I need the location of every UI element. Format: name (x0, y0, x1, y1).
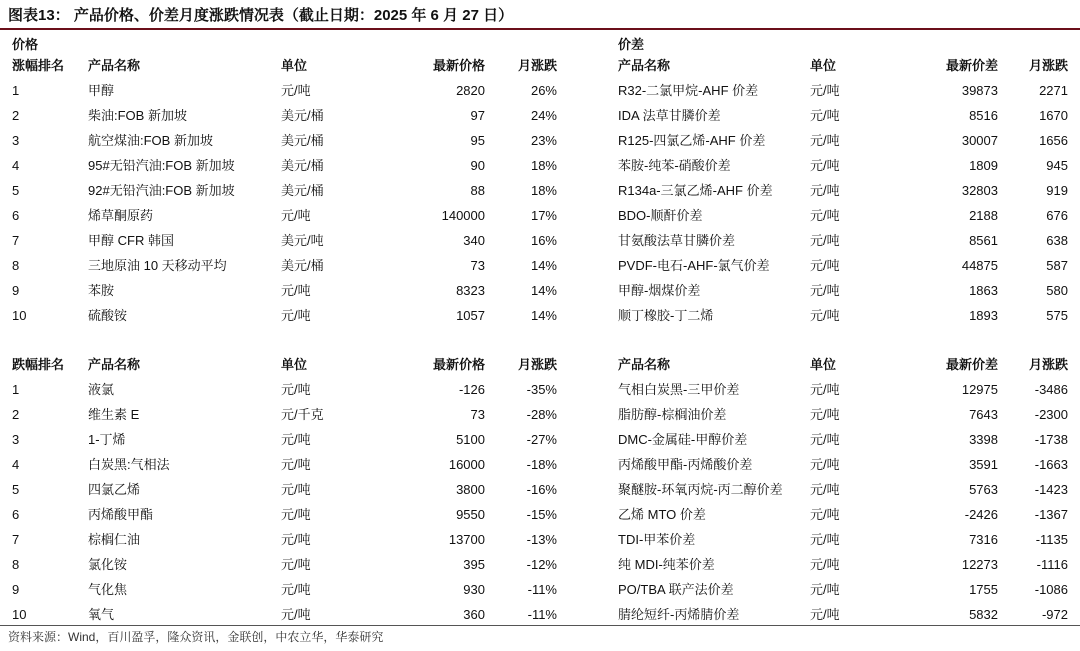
cell-spread-unit: 元/吨 (810, 258, 840, 273)
losers-table-row (0, 377, 1080, 402)
spread-section-label: 价差 (618, 37, 645, 52)
cell-spread-unit: 元/吨 (810, 532, 840, 547)
cell-spread-unit: 元/吨 (810, 133, 840, 148)
cell-spread-monthly-change: 919 (1046, 183, 1068, 198)
cell-spread-unit: 元/吨 (810, 308, 840, 323)
cell-product-name: 维生素 E (88, 407, 140, 422)
gainers-table-row (0, 103, 1080, 128)
cell-latest-price: 395 (463, 557, 485, 572)
cell-rank: 7 (12, 233, 20, 248)
source-note: 资料来源：Wind，百川盈孚，隆众资讯，金联创，中农立华，华泰研究 (8, 630, 384, 644)
gainers-table-row (0, 228, 1080, 253)
cell-unit: 元/千克 (281, 407, 324, 422)
cell-spread-unit: 元/吨 (810, 183, 840, 198)
header-unit: 单位 (281, 58, 308, 73)
header-monthly-change: 月涨跌 (517, 357, 557, 372)
cell-monthly-change: -12% (526, 557, 557, 572)
cell-rank: 4 (12, 457, 20, 472)
cell-spread-unit: 元/吨 (810, 208, 840, 223)
cell-latest-price: 97 (470, 108, 485, 123)
cell-latest-price: 13700 (448, 532, 485, 547)
cell-spread-name: R32-二氯甲烷-AHF 价差 (618, 83, 759, 98)
cell-product-name: 1-丁烯 (88, 432, 126, 447)
cell-monthly-change: 17% (530, 208, 557, 223)
cell-unit: 元/吨 (281, 283, 311, 298)
cell-product-name: 气化焦 (88, 582, 128, 597)
cell-spread-monthly-change: 2271 (1039, 83, 1068, 98)
cell-spread-monthly-change: -1367 (1034, 507, 1068, 522)
gainers-table-row (0, 278, 1080, 303)
cell-rank: 7 (12, 532, 20, 547)
cell-latest-spread: 30007 (961, 133, 998, 148)
cell-rank: 8 (12, 258, 20, 273)
cell-monthly-change: -11% (527, 607, 557, 622)
cell-latest-spread: 3398 (969, 432, 998, 447)
gainers-table-row (0, 303, 1080, 328)
cell-spread-monthly-change: 638 (1046, 233, 1068, 248)
cell-monthly-change: -13% (526, 532, 557, 547)
cell-spread-name: 腈纶短纤-丙烯腈价差 (618, 607, 740, 622)
figure-title: 图表13： 产品价格、价差月度涨跌情况表（截止日期：2025 年 6 月 27 日） (8, 7, 514, 24)
gainers-table-row (0, 253, 1080, 278)
cell-spread-name: 脂肪醇-棕榈油价差 (618, 407, 727, 422)
header-spread-monthly-change: 月涨跌 (1028, 58, 1068, 73)
cell-latest-spread: 8561 (969, 233, 998, 248)
cell-spread-name: 苯胺-纯苯-硝酸价差 (618, 158, 731, 173)
losers-header-row (0, 352, 1080, 377)
cell-unit: 美元/桶 (281, 258, 324, 273)
losers-table-row (0, 552, 1080, 577)
losers-table-row (0, 427, 1080, 452)
cell-spread-monthly-change: -1116 (1036, 557, 1068, 572)
cell-latest-price: 3800 (456, 482, 485, 497)
losers-table-row (0, 477, 1080, 502)
cell-product-name: 三地原油 10 天移动平均 (88, 258, 227, 273)
cell-monthly-change: 14% (530, 308, 557, 323)
header-spread-monthly-change: 月涨跌 (1028, 357, 1068, 372)
cell-product-name: 四氯乙烯 (88, 482, 141, 497)
cell-latest-price: 2820 (456, 83, 485, 98)
header-product-name: 产品名称 (88, 58, 141, 73)
cell-rank: 5 (12, 482, 20, 497)
cell-unit: 元/吨 (281, 308, 311, 323)
cell-unit: 元/吨 (281, 382, 311, 397)
cell-unit: 美元/桶 (281, 158, 324, 173)
cell-product-name: 甲醇 (88, 83, 115, 98)
cell-product-name: 苯胺 (88, 283, 115, 298)
cell-product-name: 甲醇 CFR 韩国 (88, 233, 174, 248)
cell-latest-price: 88 (470, 183, 485, 198)
losers-table-row (0, 527, 1080, 552)
cell-latest-spread: 1893 (969, 308, 998, 323)
header-spread-name: 产品名称 (618, 58, 671, 73)
header-spread-unit: 单位 (810, 58, 837, 73)
cell-spread-monthly-change: 1656 (1039, 133, 1068, 148)
cell-spread-monthly-change: -3486 (1034, 382, 1068, 397)
cell-monthly-change: -27% (526, 432, 557, 447)
cell-rank: 2 (12, 407, 20, 422)
gainers-table-row (0, 178, 1080, 203)
cell-spread-name: 聚醚胺-环氧丙烷-丙二醇价差 (618, 482, 783, 497)
cell-product-name: 白炭黑:气相法 (88, 457, 170, 472)
cell-monthly-change: 16% (530, 233, 557, 248)
cell-product-name: 氯化铵 (88, 557, 128, 572)
cell-spread-monthly-change: 587 (1046, 258, 1068, 273)
cell-spread-monthly-change: 945 (1046, 158, 1068, 173)
losers-table-row (0, 502, 1080, 527)
cell-latest-price: -126 (458, 382, 485, 397)
cell-product-name: 硫酸铵 (88, 308, 128, 323)
cell-latest-price: 340 (463, 233, 485, 248)
cell-spread-name: 乙烯 MTO 价差 (618, 507, 706, 522)
cell-spread-unit: 元/吨 (810, 83, 840, 98)
header-unit: 单位 (281, 357, 308, 372)
cell-product-name: 烯草酮原药 (88, 208, 154, 223)
cell-monthly-change: 14% (530, 283, 557, 298)
header-latest-spread: 最新价差 (945, 357, 998, 372)
cell-monthly-change: -15% (526, 507, 557, 522)
cell-monthly-change: 18% (530, 158, 557, 173)
cell-unit: 元/吨 (281, 208, 311, 223)
cell-rank: 9 (12, 582, 20, 597)
cell-spread-monthly-change: -1423 (1034, 482, 1068, 497)
cell-spread-monthly-change: 575 (1046, 308, 1068, 323)
cell-product-name: 航空煤油:FOB 新加坡 (88, 133, 213, 148)
cell-spread-monthly-change: -1738 (1034, 432, 1068, 447)
cell-spread-monthly-change: -1086 (1034, 582, 1068, 597)
cell-spread-name: 气相白炭黑-三甲价差 (618, 382, 740, 397)
cell-rank: 3 (12, 432, 20, 447)
cell-spread-monthly-change: -2300 (1034, 407, 1068, 422)
cell-spread-name: R125-四氯乙烯-AHF 价差 (618, 133, 766, 148)
title-divider (0, 28, 1080, 30)
cell-latest-spread: 12975 (961, 382, 998, 397)
cell-latest-spread: 5763 (969, 482, 998, 497)
cell-unit: 元/吨 (281, 457, 311, 472)
cell-latest-spread: -2426 (964, 507, 998, 522)
cell-spread-unit: 元/吨 (810, 233, 840, 248)
cell-spread-name: 纯 MDI-纯苯价差 (618, 557, 715, 572)
cell-latest-price: 73 (470, 407, 485, 422)
cell-rank: 6 (12, 208, 20, 223)
cell-rank: 6 (12, 507, 20, 522)
cell-spread-name: DMC-金属硅-甲醇价差 (618, 432, 748, 447)
gainers-table-row (0, 78, 1080, 103)
cell-spread-name: 甘氨酸法草甘膦价差 (618, 233, 736, 248)
cell-unit: 元/吨 (281, 83, 311, 98)
cell-latest-price: 8323 (456, 283, 485, 298)
cell-unit: 元/吨 (281, 482, 311, 497)
cell-latest-spread: 7316 (969, 532, 998, 547)
cell-latest-spread: 3591 (969, 457, 998, 472)
cell-product-name: 液氯 (88, 382, 115, 397)
cell-unit: 元/吨 (281, 582, 311, 597)
footer-divider (0, 625, 1080, 626)
cell-spread-name: 顺丁橡胶-丁二烯 (618, 308, 714, 323)
cell-latest-spread: 8516 (969, 108, 998, 123)
cell-spread-monthly-change: 676 (1046, 208, 1068, 223)
cell-rank: 10 (12, 308, 27, 323)
cell-spread-unit: 元/吨 (810, 482, 840, 497)
cell-unit: 元/吨 (281, 557, 311, 572)
header-spread-name: 产品名称 (618, 357, 671, 372)
cell-spread-name: TDI-甲苯价差 (618, 532, 696, 547)
cell-rank: 1 (12, 83, 20, 98)
header-rank: 涨幅排名 (12, 58, 65, 73)
cell-latest-spread: 1755 (969, 582, 998, 597)
cell-latest-price: 140000 (441, 208, 485, 223)
cell-latest-price: 90 (470, 158, 485, 173)
cell-rank: 8 (12, 557, 20, 572)
cell-product-name: 氧气 (88, 607, 115, 622)
cell-unit: 元/吨 (281, 532, 311, 547)
cell-latest-spread: 1863 (969, 283, 998, 298)
cell-latest-spread: 12273 (961, 557, 998, 572)
cell-product-name: 丙烯酸甲酯 (88, 507, 154, 522)
cell-latest-spread: 2188 (969, 208, 998, 223)
cell-rank: 5 (12, 183, 20, 198)
cell-spread-name: 甲醇-烟煤价差 (618, 283, 701, 298)
cell-unit: 元/吨 (281, 607, 311, 622)
cell-product-name: 棕榈仁油 (88, 532, 141, 547)
cell-latest-price: 95 (470, 133, 485, 148)
cell-latest-price: 930 (463, 582, 485, 597)
cell-spread-unit: 元/吨 (810, 582, 840, 597)
cell-latest-price: 360 (463, 607, 485, 622)
cell-latest-spread: 7643 (969, 407, 998, 422)
cell-product-name: 95#无铅汽油:FOB 新加坡 (88, 158, 235, 173)
cell-monthly-change: 14% (530, 258, 557, 273)
losers-table-row (0, 402, 1080, 427)
cell-product-name: 92#无铅汽油:FOB 新加坡 (88, 183, 235, 198)
header-latest-price: 最新价格 (432, 58, 485, 73)
cell-spread-unit: 元/吨 (810, 457, 840, 472)
cell-product-name: 柴油:FOB 新加坡 (88, 108, 187, 123)
cell-latest-price: 5100 (456, 432, 485, 447)
cell-unit: 美元/桶 (281, 133, 324, 148)
cell-monthly-change: -18% (526, 457, 557, 472)
cell-monthly-change: 26% (530, 83, 557, 98)
cell-spread-unit: 元/吨 (810, 432, 840, 447)
gainers-table-row (0, 203, 1080, 228)
cell-spread-monthly-change: 1670 (1039, 108, 1068, 123)
cell-latest-spread: 5832 (969, 607, 998, 622)
cell-monthly-change: 23% (530, 133, 557, 148)
cell-latest-price: 9550 (456, 507, 485, 522)
header-latest-spread: 最新价差 (945, 58, 998, 73)
cell-unit: 元/吨 (281, 432, 311, 447)
cell-latest-price: 73 (470, 258, 485, 273)
cell-latest-price: 1057 (456, 308, 485, 323)
cell-spread-name: R134a-三氯乙烯-AHF 价差 (618, 183, 773, 198)
cell-monthly-change: -35% (526, 382, 557, 397)
cell-spread-name: IDA 法草甘膦价差 (618, 108, 721, 123)
cell-latest-spread: 44875 (961, 258, 998, 273)
cell-spread-name: 丙烯酸甲酯-丙烯酸价差 (618, 457, 753, 472)
cell-rank: 9 (12, 283, 20, 298)
cell-spread-monthly-change: -1135 (1035, 532, 1068, 547)
cell-spread-name: BDO-顺酐价差 (618, 208, 703, 223)
losers-table-row (0, 602, 1080, 627)
cell-rank: 2 (12, 108, 20, 123)
cell-spread-unit: 元/吨 (810, 108, 840, 123)
cell-latest-spread: 1809 (969, 158, 998, 173)
cell-monthly-change: 18% (530, 183, 557, 198)
cell-rank: 3 (12, 133, 20, 148)
cell-spread-unit: 元/吨 (810, 507, 840, 522)
cell-spread-name: PVDF-电石-AHF-氯气价差 (618, 258, 770, 273)
header-spread-unit: 单位 (810, 357, 837, 372)
cell-spread-unit: 元/吨 (810, 407, 840, 422)
cell-spread-unit: 元/吨 (810, 607, 840, 622)
cell-rank: 4 (12, 158, 20, 173)
cell-monthly-change: -16% (526, 482, 557, 497)
cell-unit: 元/吨 (281, 507, 311, 522)
losers-table-row (0, 452, 1080, 477)
cell-monthly-change: 24% (530, 108, 557, 123)
cell-spread-name: PO/TBA 联产法价差 (618, 582, 734, 597)
header-product-name: 产品名称 (88, 357, 141, 372)
header-monthly-change: 月涨跌 (517, 58, 557, 73)
header-rank: 跌幅排名 (12, 357, 65, 372)
price-section-label: 价格 (12, 37, 39, 52)
cell-spread-unit: 元/吨 (810, 158, 840, 173)
cell-rank: 10 (12, 607, 27, 622)
cell-latest-spread: 39873 (961, 83, 998, 98)
cell-monthly-change: -11% (527, 582, 557, 597)
losers-table-row (0, 577, 1080, 602)
gainers-table-row (0, 153, 1080, 178)
cell-rank: 1 (12, 382, 20, 397)
cell-latest-price: 16000 (448, 457, 485, 472)
cell-spread-monthly-change: -972 (1041, 607, 1068, 622)
gainers-table-row (0, 128, 1080, 153)
gainers-header-row (0, 53, 1080, 78)
cell-monthly-change: -28% (526, 407, 557, 422)
cell-spread-unit: 元/吨 (810, 382, 840, 397)
cell-unit: 美元/桶 (281, 183, 324, 198)
cell-spread-unit: 元/吨 (810, 557, 840, 572)
cell-unit: 美元/吨 (281, 233, 324, 248)
cell-spread-monthly-change: 580 (1046, 283, 1068, 298)
cell-latest-spread: 32803 (961, 183, 998, 198)
cell-unit: 美元/桶 (281, 108, 324, 123)
cell-spread-unit: 元/吨 (810, 283, 840, 298)
cell-spread-monthly-change: -1663 (1034, 457, 1068, 472)
header-latest-price: 最新价格 (432, 357, 485, 372)
